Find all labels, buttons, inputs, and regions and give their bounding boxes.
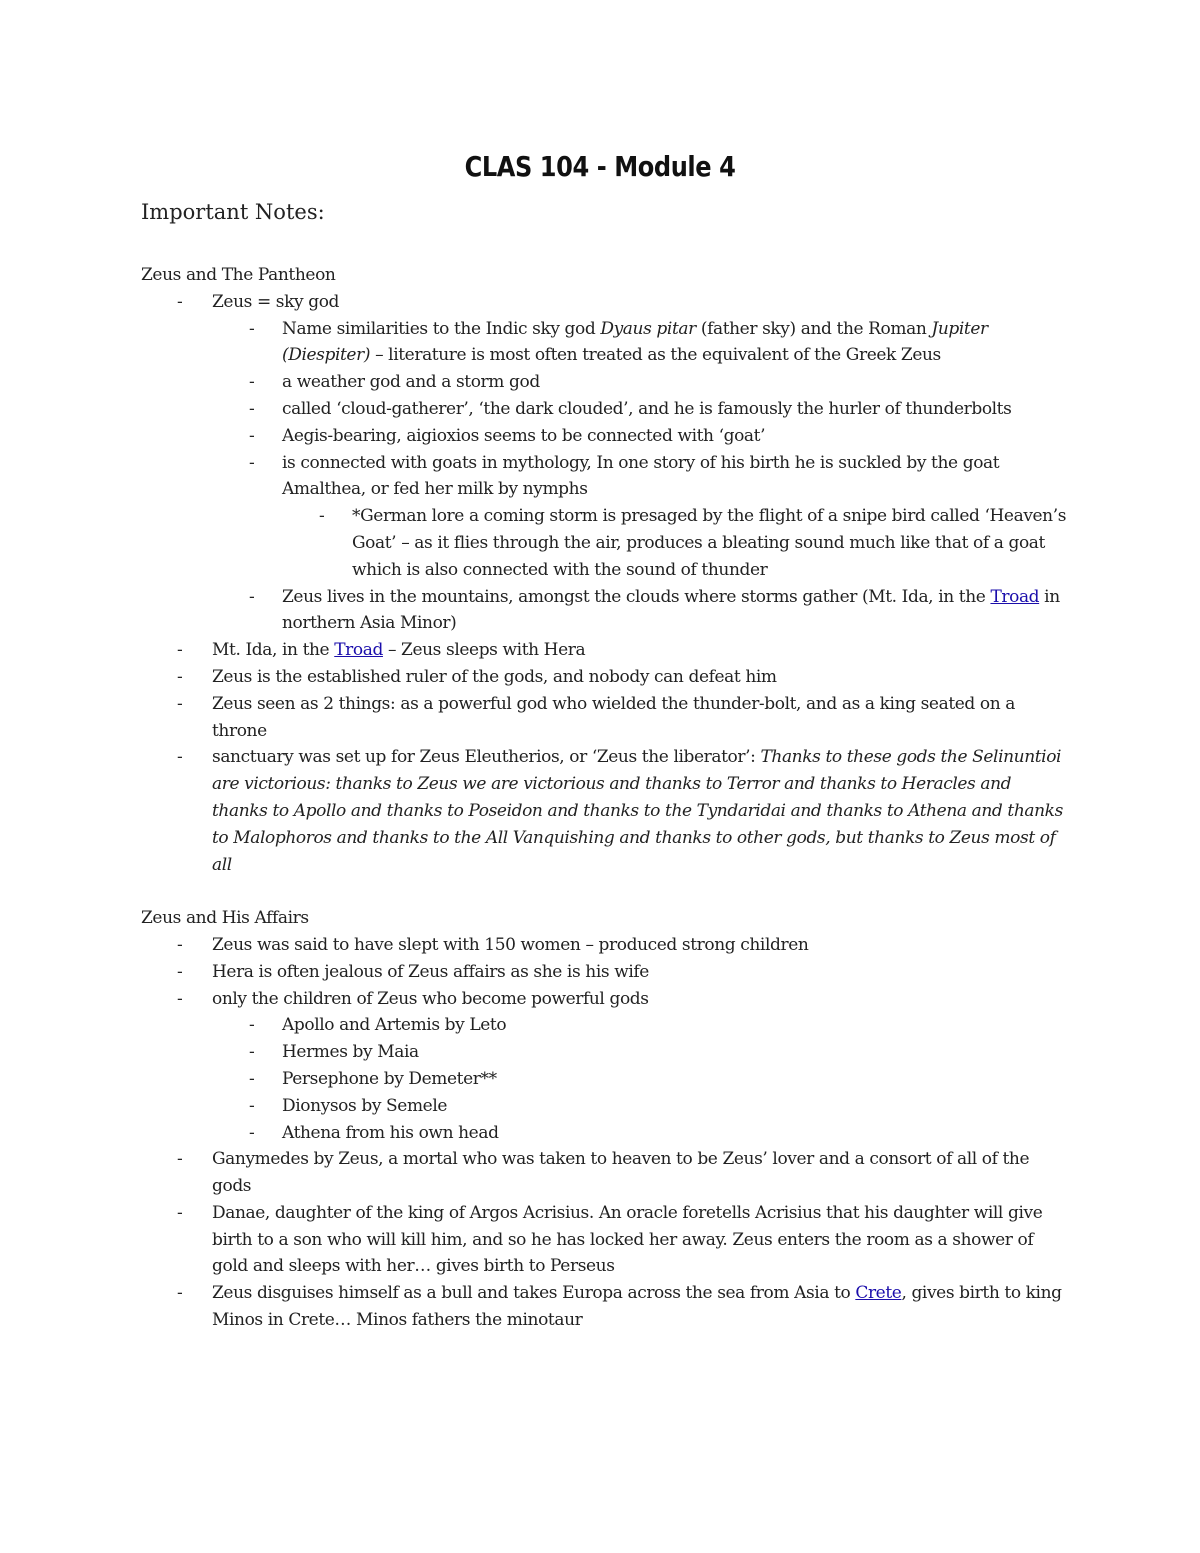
- bullet-dash: -: [177, 693, 183, 714]
- bullet-dash: -: [177, 747, 183, 768]
- bullet-dash: -: [177, 666, 183, 687]
- section-heading-affairs: Zeus and His Affairs: [141, 908, 309, 929]
- bullet-dash: -: [249, 1042, 255, 1063]
- bullet-dash: -: [249, 1015, 255, 1036]
- list-item: - Danae, daughter of the king of Argos Acrisius. An oracle foretells Acrisius that his daughter will give birth to a son who will kill him, and so he has locked her away. Zeus enters the room as a shower of gold and sleeps with her… gives birth to Perseus: [141, 1200, 1071, 1280]
- list-item: - Apollo and Artemis by Leto: [141, 1012, 1071, 1039]
- list-item: - a weather god and a storm god: [141, 369, 1071, 396]
- list-item: - Zeus lives in the mountains, amongst the clouds where storms gather (Mt. Ida, in the Troad in northern Asia Minor): [141, 584, 1071, 638]
- list-item: - Mt. Ida, in the Troad – Zeus sleeps with Hera: [141, 637, 1071, 664]
- list-item: - called ‘cloud-gatherer’, ‘the dark clouded’, and he is famously the hurler of thunderbolts: [141, 396, 1071, 423]
- list-item: - Persephone by Demeter**: [141, 1066, 1071, 1093]
- list-item: - Zeus is the established ruler of the gods, and nobody can defeat him: [141, 664, 1071, 691]
- list-item: - sanctuary was set up for Zeus Eleutherios, or ‘Zeus the liberator’: Thanks to these gods the Selinuntioi are victorious: thanks to Zeus we are victorious and thanks to Terror and thanks to Heracles and thanks to Apollo and thanks to Poseidon and thanks to the Tyndaridai and thanks to Athena and thanks to Malophoros and thanks to the All Vanquishing and thanks to other gods, but thanks to Zeus most of all: [141, 744, 1071, 878]
- bullet-dash: -: [249, 425, 255, 446]
- bullet-dash: -: [177, 934, 183, 955]
- list-item: - only the children of Zeus who become powerful gods: [141, 986, 1071, 1013]
- bullet-dash: -: [249, 452, 255, 473]
- list-item: - Hera is often jealous of Zeus affairs as she is his wife: [141, 959, 1071, 986]
- bullet-dash: -: [249, 1095, 255, 1116]
- crete-link[interactable]: Crete: [855, 1283, 902, 1304]
- list-item: - Athena from his own head: [141, 1120, 1071, 1147]
- list-item: - Aegis-bearing, aigioxios seems to be connected with ‘goat’: [141, 423, 1071, 450]
- notes-body: [141, 262, 1071, 1334]
- bullet-dash: -: [177, 1283, 183, 1304]
- bullet-dash: -: [319, 506, 325, 527]
- bullet-dash: -: [249, 1122, 255, 1143]
- bullet-dash: -: [249, 318, 255, 339]
- bullet-dash: -: [177, 1149, 183, 1170]
- bullet-dash: -: [249, 1068, 255, 1089]
- list-item: - Dionysos by Semele: [141, 1093, 1071, 1120]
- list-item: - Hermes by Maia: [141, 1039, 1071, 1066]
- list-item: - *German lore a coming storm is presaged by the flight of a snipe bird called ‘Heaven’s Goat’ – as it flies through the air, produces a bleating sound much like that of a goat which is also connected with the sound of thunder: [141, 503, 1071, 583]
- bullet-dash: -: [177, 640, 183, 661]
- document-subtitle: Important Notes:: [141, 200, 325, 224]
- bullet-dash: -: [249, 586, 255, 607]
- list-item: - Name similarities to the Indic sky god Dyaus pitar (father sky) and the Roman Jupiter (Diespiter) – literature is most often treated as the equivalent of the Greek Zeus: [141, 316, 1071, 370]
- list-item: - Zeus disguises himself as a bull and takes Europa across the sea from Asia to Crete, gives birth to king Minos in Crete… Minos fathers the minotaur: [141, 1280, 1071, 1334]
- list-item: - Zeus seen as 2 things: as a powerful god who wielded the thunder-bolt, and as a king seated on a throne: [141, 691, 1071, 745]
- list-item: - Zeus = sky god: [141, 289, 1071, 316]
- bullet-dash: -: [177, 1202, 183, 1223]
- section-heading-pantheon: Zeus and The Pantheon: [141, 265, 336, 285]
- bullet-dash: -: [177, 961, 183, 982]
- bullet-dash: -: [249, 372, 255, 393]
- list-item: - Zeus was said to have slept with 150 women – produced strong children: [141, 932, 1071, 959]
- list-item: - is connected with goats in mythology, In one story of his birth he is suckled by the goat Amalthea, or fed her milk by nymphs: [141, 450, 1071, 504]
- bullet-dash: -: [177, 291, 183, 312]
- troad-link[interactable]: Troad: [334, 640, 383, 661]
- bullet-dash: -: [177, 988, 183, 1009]
- bullet-dash: -: [249, 398, 255, 419]
- troad-link[interactable]: Troad: [990, 586, 1040, 607]
- document-title: CLAS 104 - Module 4: [464, 150, 736, 183]
- list-item: - Ganymedes by Zeus, a mortal who was taken to heaven to be Zeus’ lover and a consort of all of the gods: [141, 1146, 1071, 1200]
